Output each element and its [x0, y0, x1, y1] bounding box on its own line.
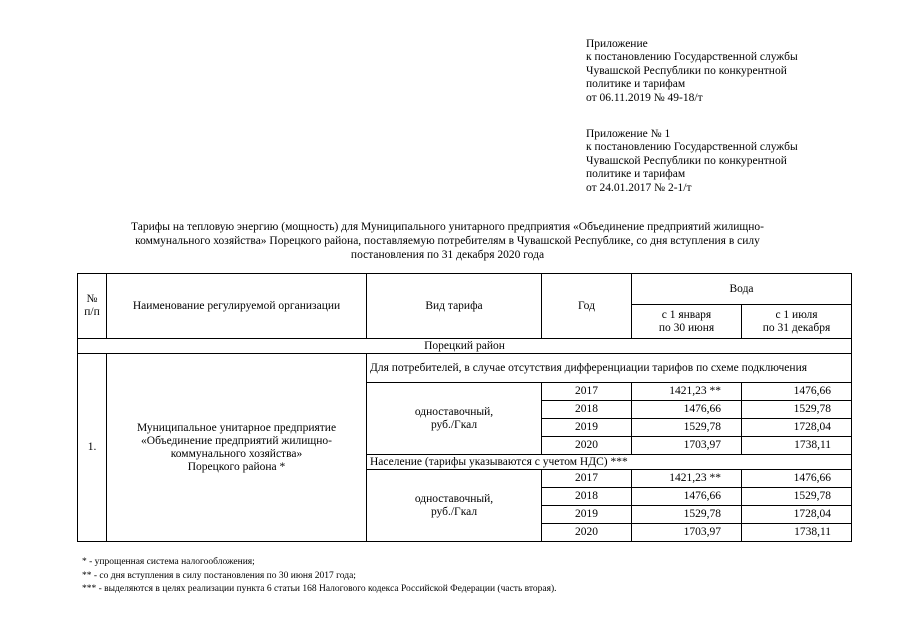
appendix-line: Чувашской Республики по конкурентной: [586, 154, 787, 167]
year-cell: 2018: [542, 401, 632, 419]
appendix-line: политике и тарифам: [586, 168, 686, 181]
tariff-type-line: одноставочный,: [414, 492, 494, 505]
header-period-1: [632, 305, 742, 339]
group-caption: Население (тарифы указываются с учетом НДС) ***: [367, 455, 852, 470]
header-num-line: п/п: [84, 306, 100, 318]
organization-line: Порецкого района *: [187, 460, 286, 473]
organization-line: коммунального хозяйства»: [170, 447, 303, 460]
document-title: [75, 220, 820, 262]
appendix-line: от 24.01.2017 № 2-1/т: [586, 181, 692, 194]
header-year: Год: [542, 274, 632, 339]
header-water: Вода: [632, 274, 852, 305]
row-number: 1.: [78, 354, 107, 542]
header-period-2: [742, 305, 852, 339]
tariff-h1-cell: 1529,78: [632, 506, 742, 524]
header-num-line: №: [86, 293, 98, 305]
header-tariff-type: Вид тарифа: [367, 274, 542, 339]
footnote: * - упрощенная система налогообложения;: [82, 557, 255, 567]
header-period-line: с 1 января: [661, 308, 712, 321]
header-period-line: по 30 июня: [658, 321, 715, 334]
appendix-line: Чувашской Республики по конкурентной: [586, 64, 787, 77]
organization-line: «Объединение предприятий жилищно-: [141, 434, 332, 447]
tariff-h1-cell: 1529,78: [632, 419, 742, 437]
tariff-h2-cell: 1476,66: [742, 383, 852, 401]
title-line: Тарифы на тепловую энергию (мощность) для Муниципального унитарного предприятия «Объединение предприятий жилищно-: [131, 221, 764, 233]
title-line: постановления по 31 декабря 2020 года: [350, 249, 545, 261]
year-cell: 2020: [542, 524, 632, 542]
footnotes: [82, 556, 557, 597]
tariff-h1-cell: 1703,97: [632, 524, 742, 542]
header-period-line: по 31 декабря: [762, 321, 831, 334]
organization-line: Муниципальное унитарное предприятие: [136, 421, 337, 434]
tariff-h1-cell: 1421,23 **: [632, 470, 742, 488]
header-period-line: с 1 июля: [775, 308, 818, 321]
group-caption: Для потребителей, в случае отсутствия дифференциации тарифов по схеме подключения: [367, 354, 852, 383]
tariff-h2-cell: 1738,11: [742, 524, 852, 542]
tariff-type-line: руб./Гкал: [430, 505, 478, 518]
organization-name: [107, 354, 367, 542]
tariff-h2-cell: 1529,78: [742, 401, 852, 419]
appendix-line: Приложение: [586, 38, 648, 50]
region-name: Порецкий район: [78, 339, 852, 354]
tariff-h1-cell: 1421,23 **: [632, 383, 742, 401]
tariff-h2-cell: 1728,04: [742, 506, 852, 524]
title-line: коммунального хозяйства» Порецкого района, поставляемую потребителям в Чувашской Республике, со дня вступления в силу: [135, 235, 760, 247]
appendix-line: к постановлению Государственной службы: [586, 141, 798, 154]
year-cell: 2017: [542, 470, 632, 488]
appendix-line: политике и тарифам: [586, 78, 686, 91]
year-cell: 2020: [542, 437, 632, 455]
footnote: ** - со дня вступления в силу постановления по 30 июня 2017 года;: [82, 570, 356, 581]
appendix-line: Приложение № 1: [586, 128, 671, 140]
year-cell: 2019: [542, 506, 632, 524]
tariff-h2-cell: 1738,11: [742, 437, 852, 455]
header-row: [78, 274, 852, 305]
header-organization: Наименование регулируемой организации: [107, 274, 367, 339]
tariff-type-line: руб./Гкал: [430, 418, 478, 431]
tariff-h1-cell: 1476,66: [632, 401, 742, 419]
header-num: [78, 274, 107, 339]
tariff-h2-cell: 1728,04: [742, 419, 852, 437]
tariff-h2-cell: 1476,66: [742, 470, 852, 488]
tariff-h1-cell: 1703,97: [632, 437, 742, 455]
tariff-h2-cell: 1529,78: [742, 488, 852, 506]
appendix-line: от 06.11.2019 № 49-18/т: [586, 91, 703, 104]
year-cell: 2018: [542, 488, 632, 506]
tariff-table: [77, 273, 852, 542]
group-caption-row: [78, 354, 852, 383]
appendix-original: [586, 128, 798, 195]
footnote: *** - выделяются в целях реализации пункта 6 статьи 168 Налогового кодекса Российской Федерации (часть вторая).: [82, 584, 557, 594]
appendix-line: к постановлению Государственной службы: [586, 51, 798, 64]
tariff-type-cell: [367, 470, 542, 542]
appendix-current: [586, 38, 798, 105]
tariff-h1-cell: 1476,66: [632, 488, 742, 506]
tariff-type-line: одноставочный,: [414, 405, 494, 418]
tariff-type-cell: [367, 383, 542, 455]
region-row: [78, 339, 852, 354]
year-cell: 2017: [542, 383, 632, 401]
year-cell: 2019: [542, 419, 632, 437]
